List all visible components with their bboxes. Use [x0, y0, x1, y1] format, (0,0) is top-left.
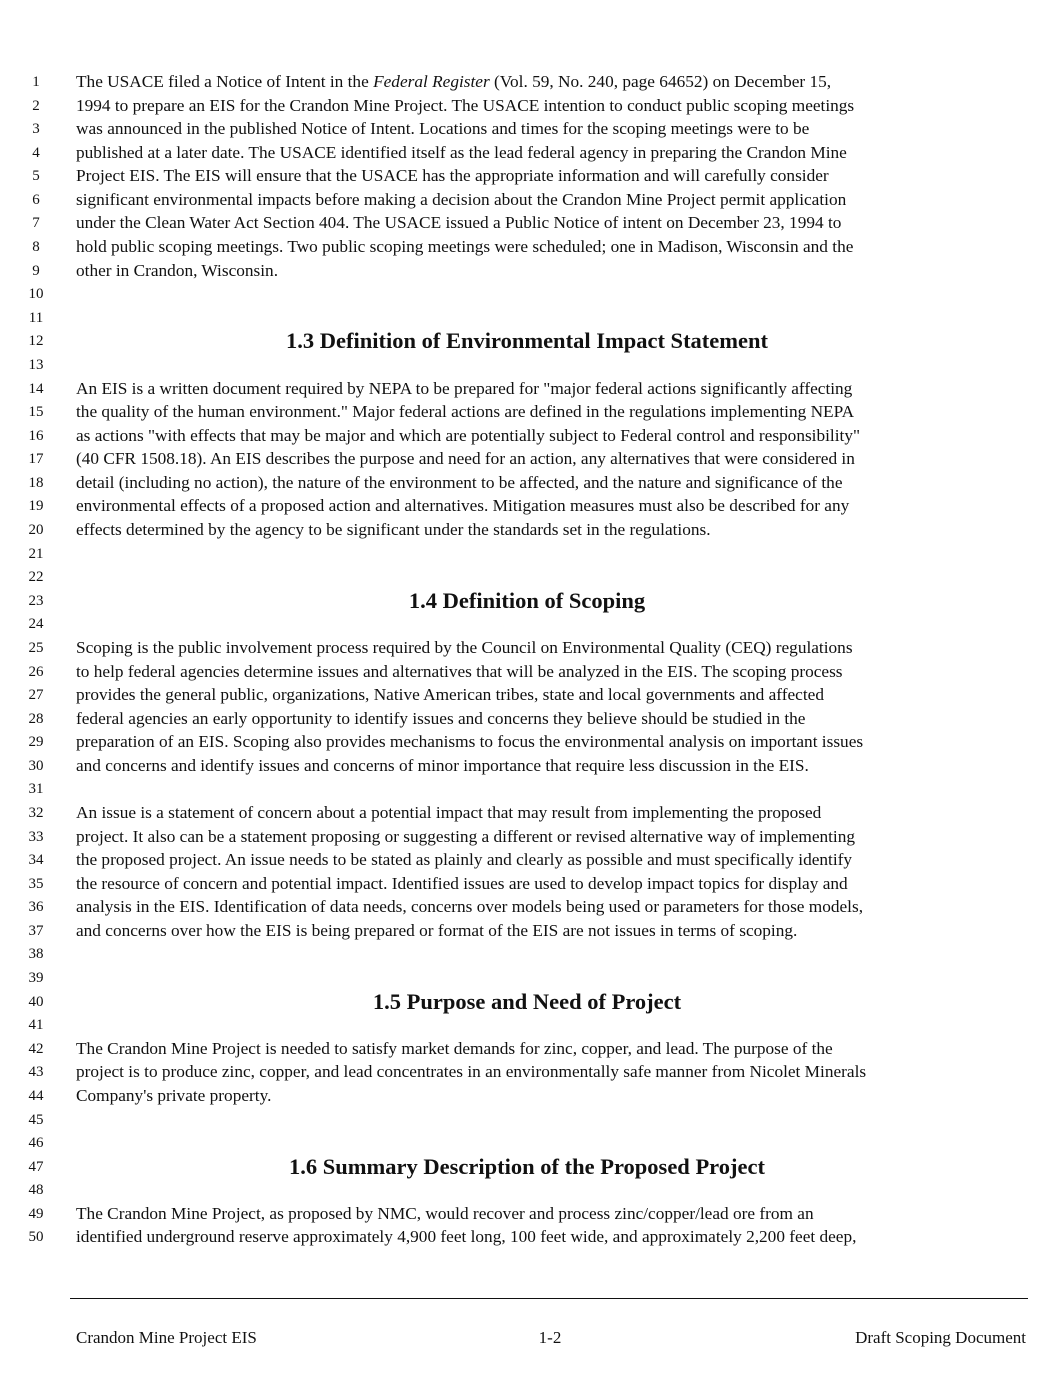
section-heading: 1.4 Definition of Scoping	[408, 587, 646, 613]
line-text	[76, 848, 852, 872]
line-number: 9	[32, 262, 40, 279]
line-text	[76, 1225, 856, 1249]
line-number: 37	[28, 922, 44, 939]
line-text-run: Scoping is the public involvement process required by the Council on Environmental Quality (CEQ) regulations	[76, 637, 853, 657]
line-text-run: The Crandon Mine Project is needed to satisfy market demands for zinc, copper, and lead. The purpose of the	[76, 1038, 833, 1058]
line-number: 13	[28, 356, 44, 373]
line-number: 42	[28, 1040, 44, 1057]
section-heading: 1.5 Purpose and Need of Project	[372, 988, 682, 1014]
line-text-run: Project EIS. The EIS will ensure that the USACE has the appropriate information and will carefully consider	[76, 166, 829, 186]
line-text-run: The Crandon Mine Project, as proposed by NMC, would recover and process zinc/copper/lead ore from an	[76, 1203, 814, 1223]
line-number: 49	[28, 1205, 44, 1222]
line-text	[76, 94, 854, 118]
line-number: 39	[28, 970, 44, 987]
line-number: 10	[28, 286, 44, 303]
line-text	[76, 400, 854, 424]
line-number: 25	[28, 639, 44, 656]
line-number: 30	[28, 757, 44, 774]
line-text-run: preparation of an EIS. Scoping also provides mechanisms to focus the environmental analysis on important issues	[76, 732, 864, 752]
line-number: 41	[28, 1017, 44, 1034]
line-number: 47	[28, 1158, 44, 1175]
line-number: 4	[32, 144, 40, 161]
line-text-run: Company's private property.	[76, 1085, 272, 1105]
footer-left: Crandon Mine Project EIS	[76, 1328, 257, 1347]
line-text	[76, 1060, 866, 1084]
line-text	[76, 872, 848, 896]
line-number: 23	[28, 592, 44, 609]
line-text	[76, 801, 821, 825]
line-number: 46	[28, 1135, 44, 1152]
line-text-run: 1994 to prepare an EIS for the Crandon Mine Project. The USACE intention to conduct public scoping meetings	[76, 95, 855, 115]
line-text-run: under the Clean Water Act Section 404. The USACE issued a Public Notice of intent on December 23, 1994 to	[76, 213, 842, 233]
line-number: 21	[28, 545, 44, 562]
line-text-run: An EIS is a written document required by NEPA to be prepared for "major federal actions significantly affecting	[76, 378, 853, 398]
line-number: 40	[28, 993, 44, 1010]
line-text-run: project is to produce zinc, copper, and lead concentrates in an environmentally safe manner from Nicolet Minerals	[76, 1062, 867, 1082]
line-text-run: project. It also can be a statement proposing or suggesting a different or revised alternative way of implementing	[76, 826, 856, 846]
line-number: 3	[32, 121, 40, 138]
section-heading: 1.6 Summary Description of the Proposed Project	[289, 1153, 765, 1179]
line-number: 32	[28, 804, 44, 821]
line-text	[76, 471, 842, 495]
line-number: 8	[32, 239, 40, 256]
line-text	[76, 259, 278, 283]
line-text	[76, 1084, 271, 1108]
line-text	[76, 211, 841, 235]
line-number: 2	[32, 97, 40, 114]
line-number: 35	[28, 875, 44, 892]
line-text	[76, 70, 831, 94]
line-text	[76, 1202, 814, 1226]
line-text-run: to help federal agencies determine issues and alternatives that will be analyzed in the EIS. The scoping process	[76, 661, 843, 681]
line-number: 28	[28, 710, 44, 727]
line-number: 44	[28, 1087, 44, 1104]
italic-citation: Federal Register	[373, 72, 490, 91]
line-text	[76, 895, 863, 919]
line-text-run: identified underground reserve approximately 4,900 feet long, 100 feet wide, and approximately 2,200 feet deep,	[76, 1227, 857, 1247]
line-number: 1	[32, 74, 40, 90]
line-text-run: provides the general public, organizations, Native American tribes, state and local governments and affected	[76, 685, 824, 705]
line-text	[76, 683, 824, 707]
line-text	[76, 188, 846, 212]
line-number: 6	[32, 191, 40, 208]
footer-page-number: 1-2	[538, 1328, 562, 1347]
line-text	[76, 707, 805, 731]
line-text	[76, 141, 847, 165]
line-number: 36	[28, 899, 44, 916]
line-text-run: effects determined by the agency to be significant under the standards set in the regulations.	[76, 520, 711, 540]
line-text-run: An issue is a statement of concern about a potential impact that may result from implementing the proposed	[76, 802, 822, 822]
line-text-run: detail (including no action), the nature of the environment to be affected, and the nature and significance of the	[76, 472, 843, 492]
line-number: 19	[28, 498, 44, 515]
line-text	[76, 636, 853, 660]
line-text	[76, 235, 853, 259]
line-number: 31	[28, 781, 44, 798]
line-number: 24	[28, 616, 44, 633]
line-text	[76, 377, 852, 401]
line-text	[76, 825, 855, 849]
line-number: 34	[28, 852, 44, 869]
line-text-run: significant environmental impacts before making a decision about the Crandon Mine Project permit application	[76, 189, 847, 209]
line-text	[76, 424, 860, 448]
line-number: 33	[28, 828, 44, 845]
line-text-run: other in Crandon, Wisconsin.	[76, 260, 279, 280]
line-text-run: (40 CFR 1508.18). An EIS describes the purpose and need for an action, any alternatives that were considered in	[76, 449, 855, 469]
line-text	[76, 754, 809, 778]
line-number: 20	[28, 522, 44, 539]
line-text-run: published at a later date. The USACE identified itself as the lead federal agency in preparing the Crandon Mine	[76, 142, 847, 162]
line-text-run: (Vol. 59, No. 240, page 64652) on December 15,	[489, 72, 832, 91]
line-text	[76, 117, 809, 141]
line-number: 45	[28, 1111, 44, 1128]
line-text-run: environmental effects of a proposed action and alternatives. Mitigation measures must also be described for any	[76, 496, 850, 516]
line-text-run: the quality of the human environment." Major federal actions are defined in the regulations implementing NEPA	[76, 402, 855, 422]
line-text	[76, 730, 863, 754]
line-number: 12	[28, 333, 44, 350]
line-text-run: as actions "with effects that may be major and which are potentially subject to Federal control and responsibility"	[76, 425, 861, 445]
line-text	[76, 660, 843, 684]
line-text-run: analysis in the EIS. Identification of data needs, concerns over models being used or parameters for those models,	[76, 897, 864, 917]
line-text-run: and concerns and identify issues and concerns of minor importance that require less discussion in the EIS.	[76, 755, 809, 775]
line-number: 26	[28, 663, 44, 680]
line-number: 17	[28, 451, 44, 468]
line-text-run: was announced in the published Notice of Intent. Locations and times for the scoping meetings were to be	[76, 119, 810, 139]
line-number: 11	[28, 309, 44, 326]
line-number: 14	[28, 380, 44, 397]
line-number: 5	[32, 168, 40, 185]
section-heading: 1.3 Definition of Environmental Impact Statement	[285, 328, 769, 354]
line-number: 48	[28, 1182, 44, 1199]
line-number: 15	[28, 404, 44, 421]
line-text-run: the proposed project. An issue needs to be stated as plainly and clearly as possible and must specifically identify	[76, 850, 853, 870]
line-text	[76, 164, 829, 188]
line-number: 50	[28, 1229, 44, 1246]
line-number: 18	[28, 474, 44, 491]
line-text	[76, 447, 855, 471]
line-text	[76, 1037, 833, 1061]
footer-right: Draft Scoping Document	[855, 1328, 1026, 1347]
line-text	[76, 494, 849, 518]
line-text-run: hold public scoping meetings. Two public scoping meetings were scheduled; one in Madison, Wisconsin and the	[76, 237, 854, 257]
footer-rule	[70, 1298, 1028, 1299]
line-number: 29	[28, 734, 44, 751]
line-number: 22	[28, 569, 44, 586]
line-number: 7	[32, 215, 40, 232]
line-number: 27	[28, 687, 44, 704]
line-text-run: The USACE filed a Notice of Intent in the	[76, 72, 374, 91]
line-text-run: the resource of concern and potential impact. Identified issues are used to develop impact topics for display and	[76, 873, 848, 893]
line-text-run: and concerns over how the EIS is being prepared or format of the EIS are not issues in terms of scoping.	[76, 920, 798, 940]
line-number: 43	[28, 1064, 44, 1081]
line-text	[76, 518, 711, 542]
line-number: 16	[28, 427, 44, 444]
line-text	[76, 919, 797, 943]
line-number: 38	[28, 946, 44, 963]
line-text-run: federal agencies an early opportunity to identify issues and concerns they believe should be studied in the	[76, 708, 806, 728]
